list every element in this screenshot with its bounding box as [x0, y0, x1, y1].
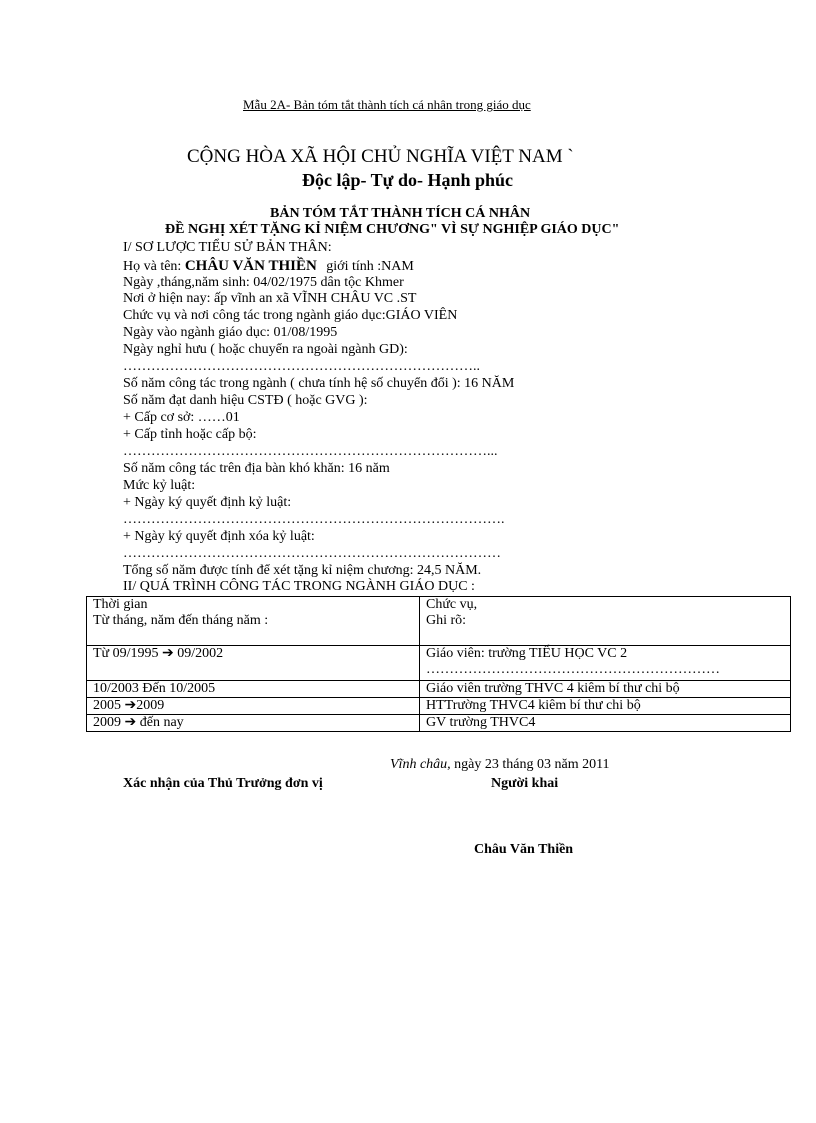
table-row — [87, 681, 791, 698]
signer-name: Châu Văn Thiền — [474, 842, 574, 857]
info-line: + Ngày ký quyết định xóa kỷ luật: — [123, 529, 315, 544]
table-cell-role: HTTrường THVC4 kiêm bí thư chi bộ — [420, 698, 791, 715]
place: Vĩnh châu, — [390, 757, 451, 772]
header-time: Thời gian — [93, 597, 148, 612]
table-header-cell — [87, 597, 420, 646]
info-line: Nơi ở hiện nay: ấp vĩnh an xã VĨNH CHÂU VC .ST — [123, 291, 417, 306]
date: ngày 23 tháng 03 năm 2011 — [450, 757, 610, 772]
info-line: Ngày nghỉ hưu ( hoặc chuyển ra ngoài ngành GD): — [123, 342, 408, 357]
gender: giới tính :NAM — [326, 259, 414, 274]
table-row — [87, 646, 791, 681]
header-position: Chức vụ, — [426, 597, 478, 612]
nation-header: CỘNG HÒA XÃ HỘI CHỦ NGHĨA VIỆT NAM ` — [187, 146, 574, 167]
info-line: + Cấp tỉnh hoặc cấp bộ: — [123, 427, 257, 442]
table-row — [87, 715, 791, 732]
role-text: Giáo viên: trường TIỂU HỌC VC 2 — [426, 646, 628, 661]
name-label: Họ và tên: — [123, 259, 182, 274]
dotted-line: ……………………………………………………………………... — [123, 444, 498, 459]
name-value: CHÂU VĂN THIỀN — [184, 258, 317, 274]
info-line: + Ngày ký quyết định kỷ luật: — [123, 495, 292, 510]
info-line: Chức vụ và nơi công tác trong ngành giáo dục:GIÁO VIÊN — [123, 308, 458, 323]
dotted-line: ……………………………………………………………………… — [123, 546, 501, 561]
document-subheading: ĐỀ NGHỊ XÉT TẶNG KỈ NIỆM CHƯƠNG" VÌ SỰ NGHIỆP GIÁO DỤC" — [165, 222, 620, 237]
info-line: Số năm công tác trên địa bàn khó khăn: 16 năm — [123, 461, 390, 476]
info-line: Tổng số năm được tính để xét tặng kỉ niệm chương: 24,5 NĂM. — [123, 563, 482, 578]
info-line: Mức kỷ luật: — [123, 478, 196, 493]
confirm-label: Xác nhận của Thủ Trưởng đơn vị — [123, 776, 323, 791]
table-cell-period: 10/2003 Đến 10/2005 — [87, 681, 420, 698]
table-header-cell — [420, 597, 791, 646]
table-cell-role: GV trường THVC4 — [420, 715, 791, 732]
motto: Độc lập- Tự do- Hạnh phúc — [302, 170, 514, 190]
table-header-row — [87, 597, 791, 646]
table-cell-role — [420, 646, 791, 681]
table-cell-role: Giáo viên trường THVC 4 kiêm bí thư chi bộ — [420, 681, 791, 698]
info-line: Ngày vào ngành giáo dục: 01/08/1995 — [123, 325, 338, 340]
date-line — [390, 757, 610, 773]
table-row — [87, 698, 791, 715]
header-time-range: Từ tháng, năm đến tháng năm : — [93, 613, 269, 628]
document-heading: BẢN TÓM TẮT THÀNH TÍCH CÁ NHÂN — [270, 206, 531, 221]
table-cell-period: 2005 ➔2009 — [87, 698, 420, 715]
work-history-table — [86, 596, 791, 732]
section-1-title: I/ SƠ LƯỢC TIỂU SỬ BẢN THÂN: — [123, 240, 332, 255]
name-line — [123, 258, 414, 275]
table-cell-period: Từ 09/1995 ➔ 09/2002 — [87, 646, 420, 681]
section-2-title: II/ QUÁ TRÌNH CÔNG TÁC TRONG NGÀNH GIÁO DỤC : — [123, 579, 475, 594]
header-note: Ghi rõ: — [426, 613, 467, 628]
table-cell-period: 2009 ➔ đến nay — [87, 715, 420, 732]
declarant-label: Người khai — [491, 776, 559, 791]
info-line: Ngày ,tháng,năm sinh: 04/02/1975 dân tộc Khmer — [123, 275, 404, 290]
dotted-line: ………………………………………………………………….. — [123, 359, 480, 374]
form-title: Mẫu 2A- Bản tóm tắt thành tích cá nhân trong giáo dục — [243, 97, 531, 112]
role-dotted: ……………………………………………………… — [426, 662, 720, 677]
info-line: Số năm đạt danh hiệu CSTĐ ( hoặc GVG ): — [123, 393, 368, 408]
info-line: + Cấp cơ sở: ……01 — [123, 410, 240, 425]
dotted-line: ………………………………………………………………………. — [123, 512, 505, 527]
info-line: Số năm công tác trong ngành ( chưa tính hệ số chuyển đổi ): 16 NĂM — [123, 376, 515, 391]
